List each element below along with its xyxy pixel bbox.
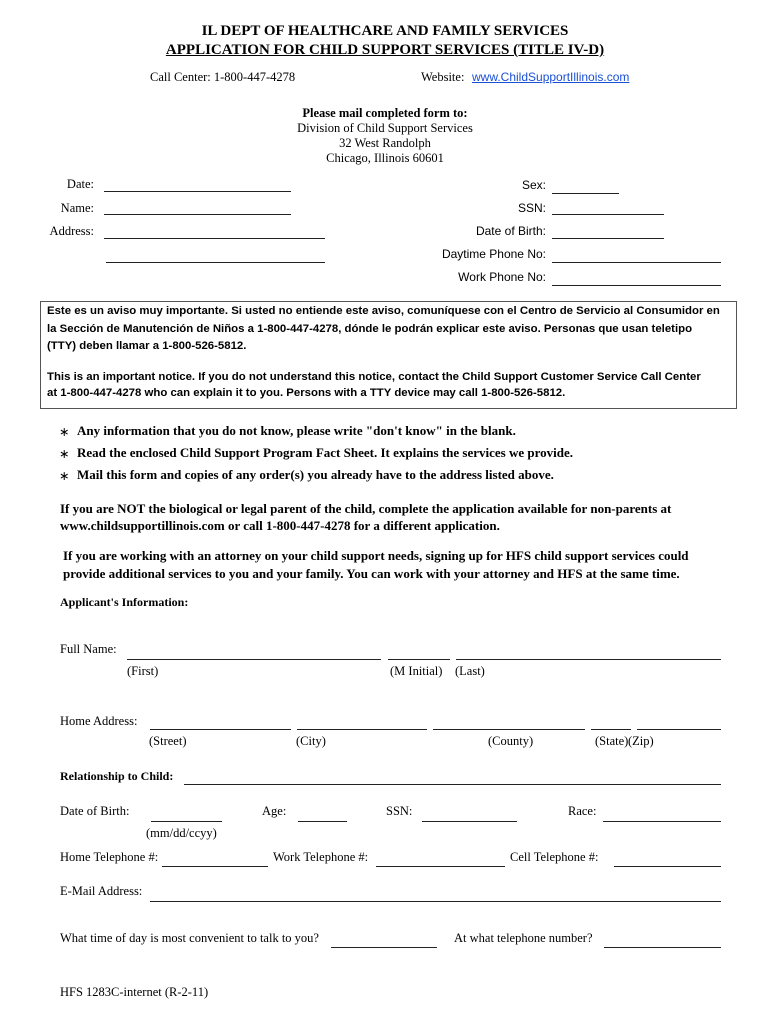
zip-sublabel: (Zip) <box>628 734 654 748</box>
non-parent-note-2: www.childsupportillinois.com or call 1-800-447-4278 for a different application. <box>60 518 500 533</box>
sex-field[interactable] <box>552 193 619 194</box>
work-tel-field[interactable] <box>376 866 505 867</box>
ssn-field[interactable] <box>552 214 664 215</box>
relationship-field[interactable] <box>184 784 721 785</box>
form-number: HFS 1283C-internet (R-2-11) <box>60 985 209 999</box>
mail-line-1: Division of Child Support Services <box>297 121 473 135</box>
daytime-phone-label: Daytime Phone No: <box>441 247 546 261</box>
mail-line-3: Chicago, Illinois 60601 <box>326 151 444 165</box>
first-sublabel: (First) <box>127 664 159 678</box>
street-sublabel: (Street) <box>149 734 187 748</box>
date-label: Date: <box>66 177 94 191</box>
name-field[interactable] <box>104 214 291 215</box>
applicant-ssn-label: SSN: <box>386 804 413 818</box>
relationship-label: Relationship to Child: <box>60 769 174 783</box>
middle-initial-field[interactable] <box>388 659 450 660</box>
dob-field[interactable] <box>552 238 664 239</box>
home-address-label: Home Address: <box>60 714 138 728</box>
street-field[interactable] <box>150 729 291 730</box>
age-label: Age: <box>262 804 287 818</box>
county-sublabel: (County) <box>488 734 534 748</box>
state-sublabel: (State) <box>595 734 629 748</box>
last-name-field[interactable] <box>456 659 721 660</box>
name-label: Name: <box>60 201 94 215</box>
notice-es-3: (TTY) deben llamar a 1-800-526-5812. <box>47 340 247 352</box>
bullet-2: Read the enclosed Child Support Program Fact Sheet. It explains the services we provide. <box>77 445 574 460</box>
city-sublabel: (City) <box>296 734 326 748</box>
work-phone-field[interactable] <box>552 285 721 286</box>
state-field[interactable] <box>591 729 631 730</box>
last-sublabel: (Last) <box>455 664 485 678</box>
non-parent-note-1: If you are NOT the biological or legal parent of the child, complete the application available for non-parents at <box>60 501 672 516</box>
contact-time-field[interactable] <box>331 947 437 948</box>
email-field[interactable] <box>150 901 721 902</box>
work-phone-label: Work Phone No: <box>458 270 546 284</box>
asterisk-icon: ∗ <box>59 469 70 483</box>
bullet-1: Any information that you do not know, please write "don't know" in the blank. <box>77 423 516 438</box>
contact-time-label: What time of day is most convenient to talk to you? <box>60 931 319 945</box>
applicant-dob-field[interactable] <box>151 821 222 822</box>
race-label: Race: <box>568 804 597 818</box>
dob-format-hint: (mm/dd/ccyy) <box>146 826 217 840</box>
home-tel-label: Home Telephone #: <box>60 850 159 864</box>
website-link[interactable]: www.ChildSupportIllinois.com <box>472 70 630 84</box>
form-title: APPLICATION FOR CHILD SUPPORT SERVICES (TITLE IV-D) <box>165 42 605 58</box>
first-name-field[interactable] <box>127 659 381 660</box>
work-tel-label: Work Telephone #: <box>273 850 369 864</box>
contact-phone-field[interactable] <box>604 947 721 948</box>
full-name-label: Full Name: <box>60 642 117 656</box>
mi-sublabel: (M Initial) <box>390 664 443 678</box>
address-field-1[interactable] <box>104 238 325 239</box>
mail-heading: Please mail completed form to: <box>302 106 468 120</box>
asterisk-icon: ∗ <box>59 447 70 461</box>
notice-en-2: at 1-800-447-4278 who can explain it to you. Persons with a TTY device may call 1-800-526-5812. <box>47 387 566 399</box>
home-tel-field[interactable] <box>162 866 268 867</box>
notice-es-1: Este es un aviso muy importante. Si usted no entiende este aviso, comuníquese con el Centro de Servicio al Consumidor en <box>47 305 720 317</box>
contact-phone-label: At what telephone number? <box>454 931 593 945</box>
attorney-note-2: provide additional services to you and your family. You can work with your attorney and HFS at the same time. <box>63 566 680 581</box>
date-field[interactable] <box>104 191 291 192</box>
call-center: Call Center: 1-800-447-4278 <box>150 70 296 84</box>
dob-label: Date of Birth: <box>475 224 546 238</box>
sex-label: Sex: <box>521 178 546 192</box>
mail-line-2: 32 West Randolph <box>339 136 431 150</box>
city-field[interactable] <box>297 729 427 730</box>
notice-es-2: la Sección de Manutención de Niños a 1-800-447-4278, dónde le podrán explicar este aviso. Personas que usan teletipo <box>47 323 693 335</box>
email-label: E-Mail Address: <box>60 884 143 898</box>
attorney-note-1: If you are working with an attorney on your child support needs, signing up for HFS child support services could <box>63 548 689 563</box>
website-label: Website: <box>421 70 465 84</box>
bullet-3: Mail this form and copies of any order(s) you already have to the address listed above. <box>77 467 554 482</box>
ssn-label: SSN: <box>517 201 546 215</box>
age-field[interactable] <box>298 821 347 822</box>
daytime-phone-field[interactable] <box>552 262 721 263</box>
cell-tel-field[interactable] <box>614 866 721 867</box>
asterisk-icon: ∗ <box>59 425 70 439</box>
applicant-ssn-field[interactable] <box>422 821 517 822</box>
applicant-heading: Applicant's Information: <box>60 595 189 609</box>
address-field-2[interactable] <box>106 262 325 263</box>
county-field[interactable] <box>433 729 585 730</box>
race-field[interactable] <box>603 821 721 822</box>
applicant-dob-label: Date of Birth: <box>60 804 130 818</box>
cell-tel-label: Cell Telephone #: <box>510 850 599 864</box>
address-label: Address: <box>49 224 94 238</box>
notice-en-1: This is an important notice. If you do not understand this notice, contact the Child Support Customer Service Call Center <box>47 371 701 383</box>
agency-title: IL DEPT OF HEALTHCARE AND FAMILY SERVICES <box>201 23 569 39</box>
zip-field[interactable] <box>637 729 721 730</box>
